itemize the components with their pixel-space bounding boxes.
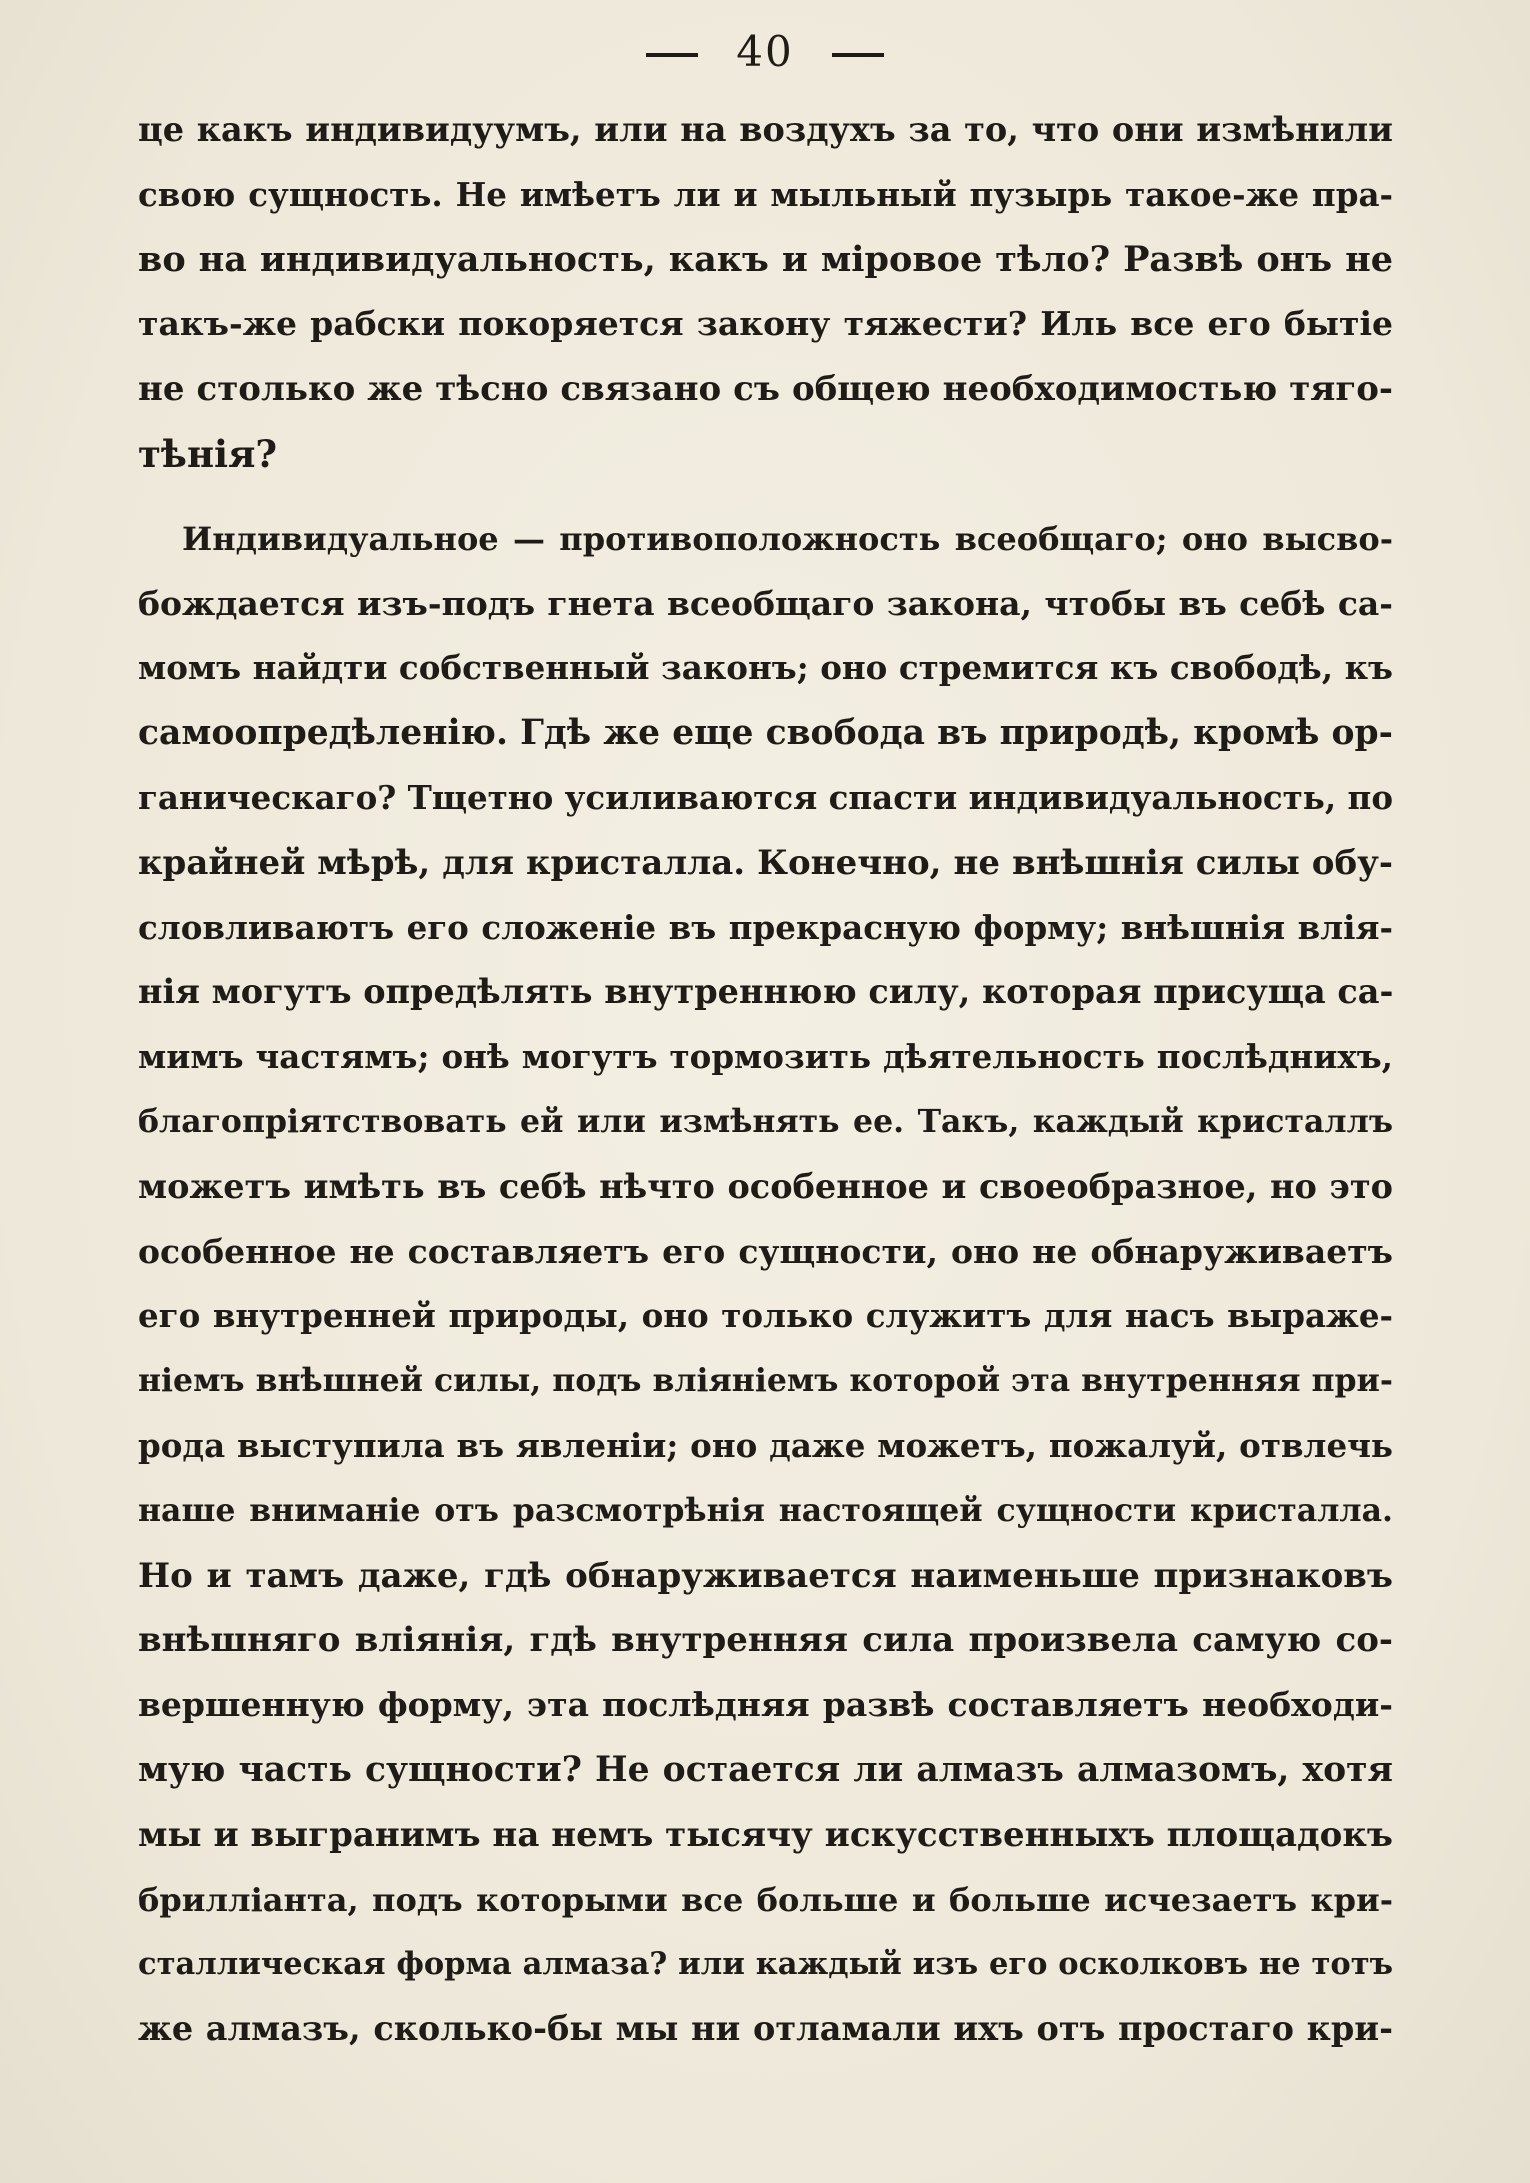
- text-line: сталлическая форма алмаза? или каждый изъ его осколковъ не тотъ: [138, 1946, 1393, 1983]
- text-line: мую часть сущности? Не остается ли алмазъ алмазомъ, хотя: [138, 1749, 1393, 1790]
- text-line: Индивидуальное — противоположность всеобщаго; оно высво-: [182, 519, 1393, 558]
- text-line: це какъ индивидуумъ, или на воздухъ за то, что они измѣнили: [138, 110, 1393, 149]
- text-line: не столько же тѣсно связано съ общею необходимостью тяго-: [138, 369, 1393, 410]
- text-line: мы и выгранимъ на немъ тысячу искусственныхъ площадокъ: [138, 1814, 1393, 1855]
- left-dash-ornament: [646, 53, 698, 57]
- text-line: рода выступила въ явленiи; оно даже можетъ, пожалуй, отвлечь: [138, 1425, 1393, 1465]
- text-line: бождается изъ-подъ гнета всеобщаго закона, чтобы въ себѣ са-: [138, 583, 1393, 623]
- paragraph-1: [138, 98, 1393, 487]
- text-line: нiемъ внѣшней силы, подъ влiянiемъ которой эта внутренняя при-: [138, 1362, 1393, 1400]
- text-line: мимъ частямъ; онѣ могутъ тормозить дѣятельность послѣднихъ,: [138, 1037, 1393, 1077]
- paragraph-2: [138, 507, 1393, 2062]
- text-line: можетъ имѣть въ себѣ нѣчто особенное и своеобразное, но это: [138, 1166, 1393, 1206]
- text-line: его внутренней природы, оно только служитъ для насъ выраже-: [138, 1296, 1393, 1336]
- text-line: тѣнiя?: [138, 431, 278, 476]
- text-line: благопрiятствовать ей или измѣнять ее. Такъ, каждый кристаллъ: [138, 1102, 1393, 1140]
- text-line: нiя могутъ опредѣлять внутреннюю силу, которая присуща са-: [138, 972, 1393, 1012]
- text-line: внѣшняго влiянiя, гдѣ внутренняя сила произвела самую со-: [138, 1620, 1393, 1661]
- text-line: особенное не составляетъ его сущности, оно не обнаруживаетъ: [138, 1231, 1393, 1271]
- text-line: свою сущность. Не имѣетъ ли и мыльный пузырь такое-же пра-: [138, 174, 1393, 214]
- text-line: самоопредѣленiю. Гдѣ же еще свобода въ природѣ, кромѣ ор-: [138, 713, 1393, 754]
- text-line: наше вниманiе отъ разсмотрѣнiя настоящей сущности кристалла.: [138, 1491, 1393, 1529]
- text-line: словливаютъ его сложенiе въ прекрасную форму; внѣшнiя влiя-: [138, 907, 1393, 947]
- text-line: вершенную форму, эта послѣдняя развѣ составляетъ необходи-: [138, 1685, 1393, 1725]
- page-number: 40: [736, 27, 794, 76]
- page-header: [0, 22, 1530, 82]
- text-line: такъ-же рабски покоряется закону тяжести? Иль все его бытiе: [138, 304, 1393, 344]
- text-line: крайней мѣрѣ, для кристалла. Конечно, не внѣшнiя силы обу-: [138, 842, 1393, 883]
- text-line: во на индивидуальность, какъ и мiровое тѣло? Развѣ онъ не: [138, 238, 1393, 280]
- text-line: ганическаго? Тщетно усиливаются спасти индивидуальность, по: [138, 777, 1393, 817]
- text-line: момъ найдти собственный законъ; оно стремится къ свободѣ, къ: [138, 648, 1393, 688]
- text-line: бриллiанта, подъ которыми все больше и больше исчезаетъ кри-: [138, 1880, 1393, 1919]
- right-dash-ornament: [832, 53, 884, 57]
- text-line: Но и тамъ даже, гдѣ обнаруживается наименьше признаковъ: [138, 1555, 1393, 1596]
- body-text: [138, 98, 1393, 2062]
- text-line: же алмазъ, сколько-бы мы ни отламали ихъ отъ простаго кри-: [138, 2009, 1393, 2049]
